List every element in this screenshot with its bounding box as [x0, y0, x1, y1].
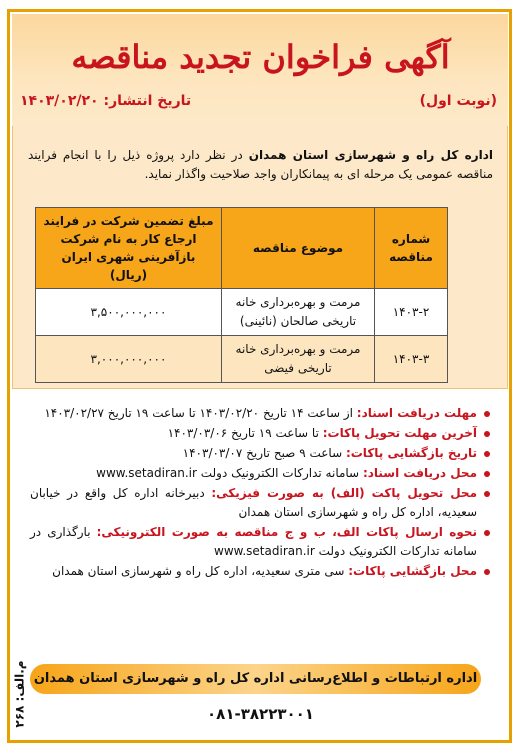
list-item — [30, 444, 477, 463]
details-list — [30, 404, 491, 582]
item-label: آخرین مهلت تحویل پاکات: — [322, 426, 477, 440]
list-item — [30, 523, 477, 561]
item-label: نحوه ارسال پاکات الف، ب و ج مناقصه به صورت الکترونیکی: — [96, 525, 478, 539]
cell-number: ۱۴۰۳-۳ — [375, 336, 448, 383]
item-label: محل دریافت اسناد: — [362, 466, 477, 480]
ad-title: آگهی فراخوان تجدید مناقصه — [71, 38, 450, 76]
reference-code: م.الف: ۲۶۸ — [12, 660, 27, 728]
item-text: از ساعت ۱۴ تاریخ ۱۴۰۳/۰۲/۲۰ تا ساعت ۱۹ تاریخ ۱۴۰۳/۰۲/۲۷ — [44, 406, 357, 420]
cell-amount: ۳,۰۰۰,۰۰۰,۰۰۰ — [36, 336, 222, 383]
header-number: شماره مناقصه — [375, 208, 448, 289]
subtitle-row — [20, 93, 497, 109]
cell-amount: ۳,۵۰۰,۰۰۰,۰۰۰ — [36, 289, 222, 336]
cell-subject: مرمت و بهره‌برداری خانه تاریخی فیضی — [222, 336, 375, 383]
item-text: سامانه تدارکات الکترونیک دولت www.setadiran.ir — [96, 466, 363, 480]
org-name: اداره کل راه و شهرسازی استان همدان — [248, 148, 494, 162]
tender-table — [35, 207, 448, 383]
list-item — [30, 424, 477, 443]
item-text: بارگذاری در سامانه تدارکات الکترونیک دولت www.setadiran.ir — [30, 525, 477, 558]
item-text: سی متری سعیدیه، اداره کل راه و شهرسازی استان همدان — [52, 564, 349, 578]
list-item — [30, 484, 477, 522]
header-amount: مبلغ تضمین شرکت در فرایند ارجاع کار به نام شرکت بازآفرینی شهری ایران (ریال) — [36, 208, 222, 289]
item-label: محل بازگشایی پاکات: — [348, 564, 477, 578]
header-subject: موضوع مناقصه — [222, 208, 375, 289]
table-row — [36, 336, 448, 383]
list-item — [30, 562, 477, 581]
item-text: ساعت ۹ صبح تاریخ ۱۴۰۳/۰۳/۰۷ — [182, 446, 346, 460]
item-label: مهلت دریافت اسناد: — [356, 406, 477, 420]
table-row — [36, 289, 448, 336]
publish-date: تاریخ انتشار: ۱۴۰۳/۰۲/۲۰ — [20, 93, 192, 109]
item-label: محل تحویل پاکت (الف) به صورت فیزیکی: — [211, 486, 477, 500]
phone-number: ۰۸۱-۳۸۲۲۳۰۰۱ — [207, 705, 314, 723]
item-text: دبیرخانه اداره کل واقع در خیابان سعیدیه، اداره کل راه و شهرسازی استان همدان — [30, 486, 477, 519]
list-item — [30, 404, 477, 423]
table-header-row — [36, 208, 448, 289]
cell-number: ۱۴۰۳-۲ — [375, 289, 448, 336]
cell-subject: مرمت و بهره‌برداری خانه تاریخی صالحان (نائینی) — [222, 289, 375, 336]
footer-banner: اداره ارتباطات و اطلاع‌رسانی اداره کل راه و شهرسازی استان همدان — [30, 664, 481, 694]
list-item — [30, 464, 477, 483]
intro-paragraph — [28, 146, 493, 184]
round-label: (نوبت اول) — [419, 93, 497, 109]
item-label: تاریخ بازگشایی پاکات: — [345, 446, 477, 460]
item-text: تا ساعت ۱۹ تاریخ ۱۴۰۳/۰۳/۰۶ — [167, 426, 323, 440]
intro-text: در نظر دارد پروژه ذیل را با انجام فرایند مناقصه عمومی یک مرحله ای به پیمانکاران واجد صلاحیت واگذار نماید. — [28, 148, 493, 181]
